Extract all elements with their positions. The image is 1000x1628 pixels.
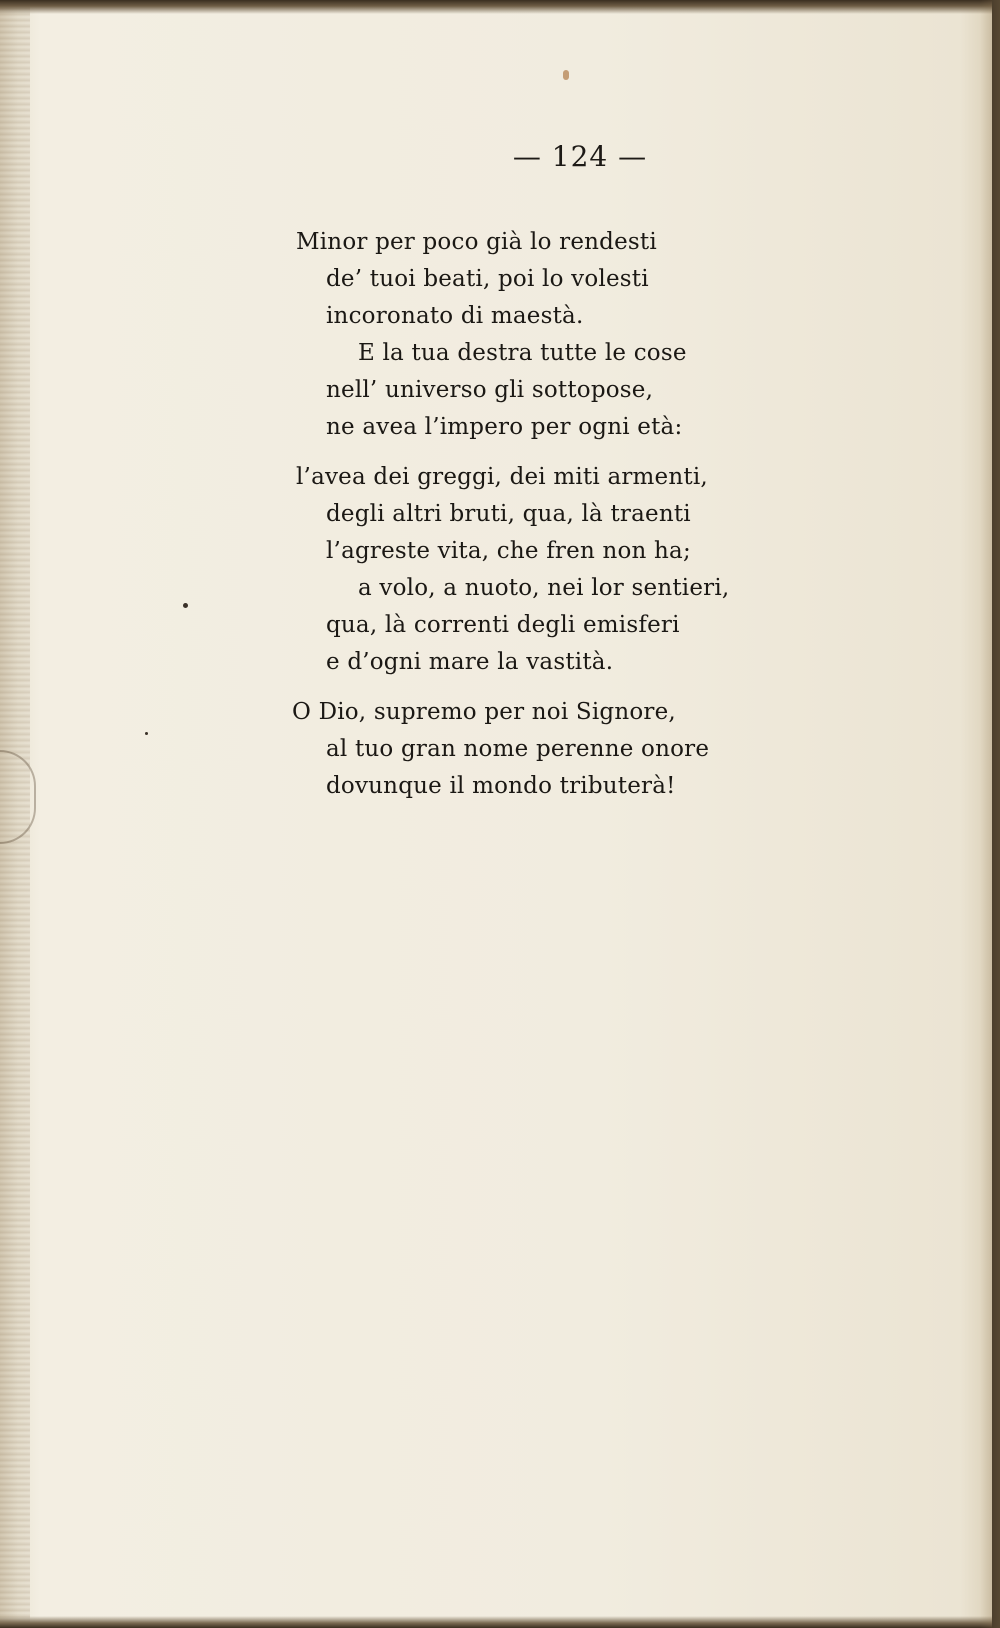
page-top-edge <box>0 0 1000 14</box>
ink-dot <box>183 603 188 608</box>
page-right-edge <box>992 0 1000 1628</box>
page-bottom-edge <box>0 1616 1000 1628</box>
poem-stanza <box>0 459 1000 681</box>
poem-line: O Dio, supremo per noi Signore, <box>292 699 676 725</box>
poem-line: ne avea l’impero per ogni età: <box>326 414 683 440</box>
poem-line: dovunque il mondo tributerà! <box>326 773 676 799</box>
poem-line: l’agreste vita, che fren non ha; <box>326 538 691 564</box>
poem <box>0 224 1000 805</box>
poem-line: nell’ universo gli sottopose, <box>326 377 654 403</box>
poem-line: Minor per poco già lo rendesti <box>296 229 657 255</box>
poem-line: l’avea dei greggi, dei miti armenti, <box>296 464 708 490</box>
poem-line: qua, là correnti degli emisferi <box>326 612 680 638</box>
poem-line: degli altri bruti, qua, là traenti <box>326 501 691 527</box>
poem-line: al tuo gran nome perenne onore <box>326 736 710 762</box>
poem-line: E la tua destra tutte le cose <box>358 340 687 366</box>
poem-line: a volo, a nuoto, nei lor sentieri, <box>358 575 730 601</box>
poem-line: e d’ogni mare la vastità. <box>326 649 614 675</box>
page-number: — 124 — <box>512 140 648 173</box>
poem-line: de’ tuoi beati, poi lo volesti <box>326 266 649 292</box>
paper-stain <box>563 70 569 80</box>
poem-stanza <box>0 224 1000 446</box>
poem-line: incoronato di maestà. <box>326 303 584 329</box>
ink-dot <box>145 732 148 735</box>
poem-stanza <box>0 694 1000 805</box>
